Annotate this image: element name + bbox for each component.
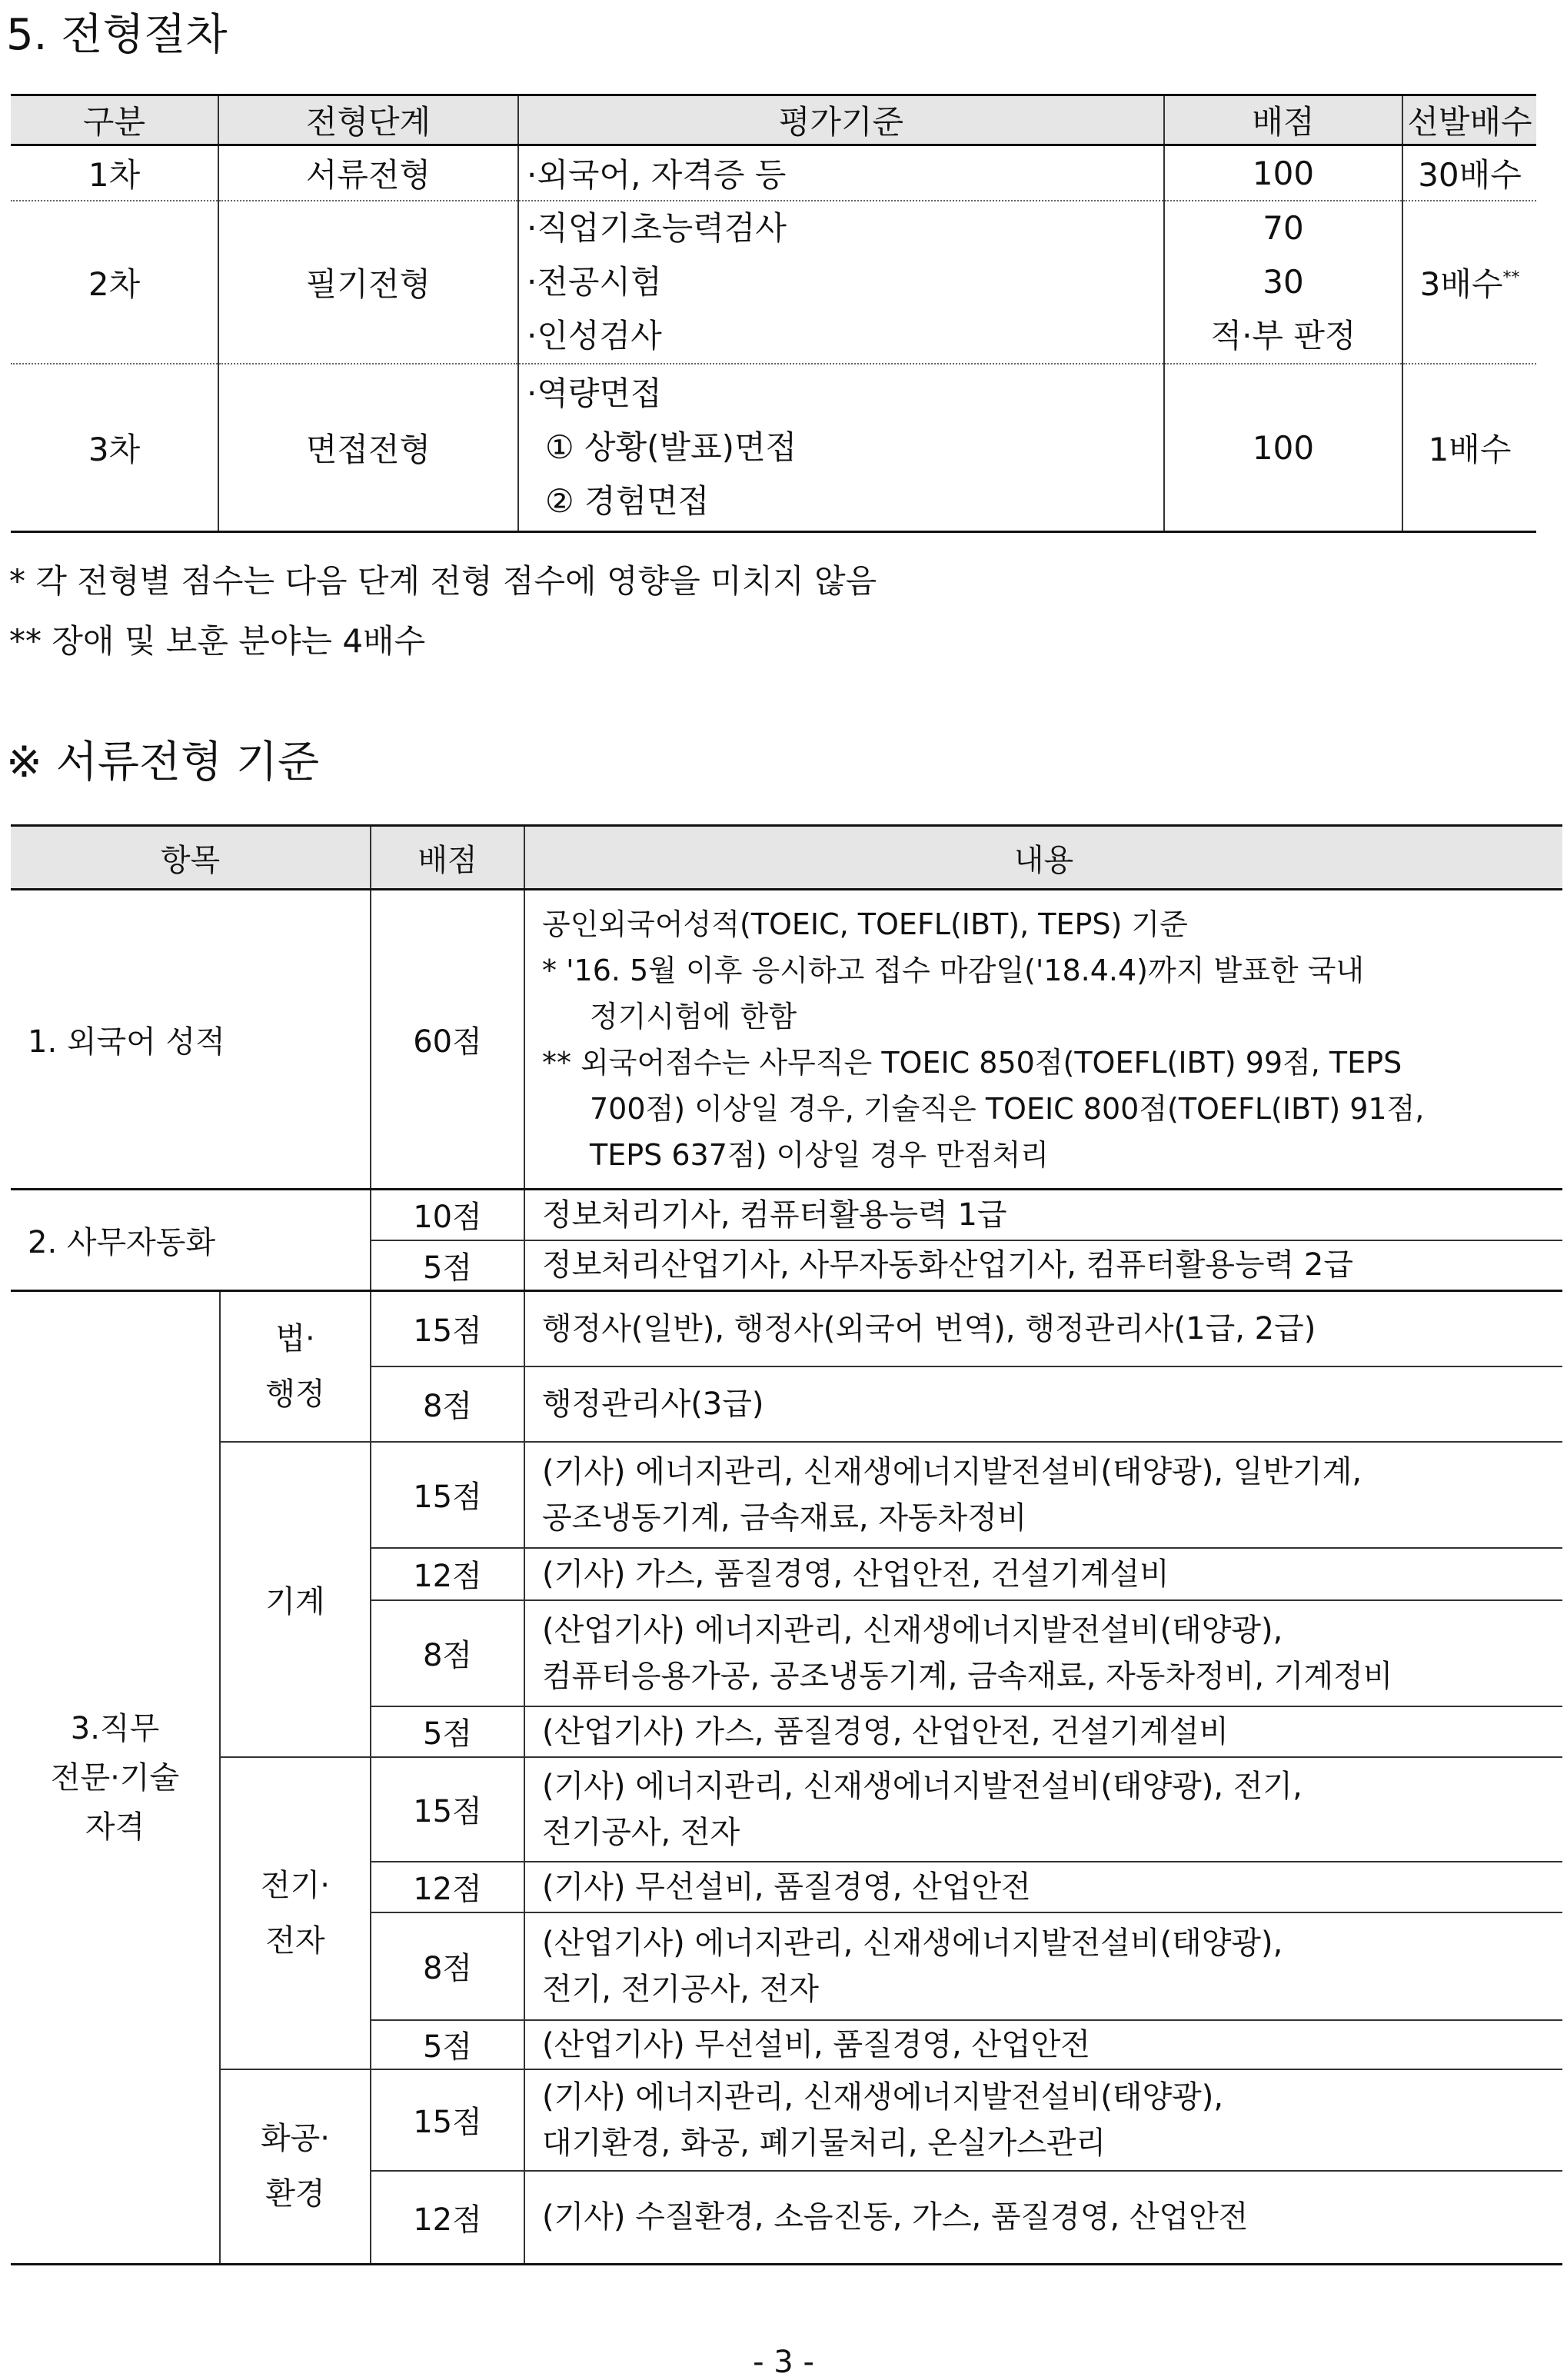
group-line: 화공· [261, 2121, 330, 2157]
group-cell: 기계 [220, 1442, 371, 1757]
score-cell: 8점 [371, 1366, 524, 1442]
screening-header-row [11, 826, 1562, 890]
content-cell: 행정사(일반), 행정사(외국어 번역), 행정관리사(1급, 2급) [524, 1291, 1562, 1366]
content-cell [524, 1442, 1562, 1548]
note-line: ** 장애 및 보훈 분야는 4배수 [9, 622, 426, 660]
stage-cell: 2차 [11, 201, 218, 364]
stage-name-cell: 면접전형 [218, 364, 518, 532]
section-title-procedure: 5. 전형절차 [6, 10, 228, 60]
table-row [11, 201, 1536, 364]
score-line: 70 [1263, 209, 1304, 247]
score-cell: 100 [1164, 145, 1402, 201]
criteria-cell [518, 201, 1164, 364]
score-cell: 8점 [371, 1600, 524, 1706]
content-cell [524, 1600, 1562, 1706]
content-cell: (산업기사) 무선설비, 품질경영, 산업안전 [524, 2020, 1562, 2069]
item-cell: 2. 사무자동화 [11, 1190, 371, 1291]
score-line: 30 [1263, 263, 1304, 301]
group-line: 전기· [261, 1867, 330, 1903]
score-cell: 5점 [371, 1240, 524, 1291]
score-line: 적·부 판정 [1210, 317, 1356, 355]
score-cell: 10점 [371, 1190, 524, 1240]
content-cell [524, 2069, 1562, 2171]
score-cell: 15점 [371, 1757, 524, 1862]
content-line: 대기환경, 화공, 폐기물처리, 온실가스관리 [542, 2125, 1106, 2161]
content-cell [524, 1757, 1562, 1862]
item-line: 3.직무 [70, 1710, 160, 1746]
content-cell [524, 1912, 1562, 2020]
table-row [11, 1291, 1562, 1366]
item-line: 전문·기술 [50, 1759, 180, 1796]
content-line: 공조냉동기계, 금속재료, 자동차정비 [542, 1500, 1027, 1536]
content-line: 공인외국어성적(TOEIC, TOEFL(IBT), TEPS) 기준 [542, 907, 1188, 941]
multiple-cell: 1배수 [1402, 364, 1536, 532]
header-score: 배점 [1164, 95, 1402, 145]
score-cell: 5점 [371, 2020, 524, 2069]
table-row [11, 364, 1536, 532]
content-line: (기사) 에너지관리, 신재생에너지발전설비(태양광), [542, 2079, 1224, 2115]
content-line: (기사) 에너지관리, 신재생에너지발전설비(태양광), 일반기계, [542, 1453, 1362, 1490]
score-cell: 100 [1164, 364, 1402, 532]
table-row [11, 2069, 1562, 2171]
criteria-line: ① 상황(발표)면접 [545, 428, 797, 466]
score-cell: 15점 [371, 2069, 524, 2171]
multiple-cell [1402, 201, 1536, 364]
content-cell: (기사) 무선설비, 품질경영, 산업안전 [524, 1862, 1562, 1912]
content-line: 전기, 전기공사, 전자 [542, 1971, 819, 2007]
score-cell: 8점 [371, 1912, 524, 2020]
header-category: 구분 [11, 95, 218, 145]
score-cell [1164, 201, 1402, 364]
header-content: 내용 [524, 826, 1562, 890]
section-title-document-screening: ※ 서류전형 기준 [6, 737, 320, 787]
criteria-cell: ·외국어, 자격증 등 [518, 145, 1164, 201]
group-line: 행정 [265, 1376, 325, 1412]
group-cell [220, 1757, 371, 2069]
procedure-header-row [11, 95, 1536, 145]
group-line: 전자 [265, 1922, 325, 1959]
header-score: 배점 [371, 826, 524, 890]
group-line: 법· [275, 1320, 315, 1356]
note-line: * 각 전형별 점수는 다음 단계 전형 점수에 영향을 미치지 않음 [9, 562, 877, 600]
content-line: ** 외국어점수는 사무직은 TOEIC 850점(TOEFL(IBT) 99점, TEPS [542, 1045, 1402, 1080]
content-line: 정기시험에 한함 [590, 999, 797, 1034]
criteria-cell [518, 364, 1164, 532]
criteria-line: ·전공시험 [527, 263, 662, 301]
group-cell [220, 1291, 371, 1442]
screening-table [11, 824, 1562, 2265]
score-cell: 15점 [371, 1291, 524, 1366]
criteria-line: ·인성검사 [527, 317, 662, 355]
item-cell [11, 1291, 220, 2265]
score-cell: 12점 [371, 1862, 524, 1912]
content-line: (산업기사) 에너지관리, 신재생에너지발전설비(태양광), [542, 1925, 1283, 1961]
group-line: 환경 [265, 2176, 325, 2212]
item-cell: 1. 외국어 성적 [11, 890, 371, 1190]
content-cell: (산업기사) 가스, 품질경영, 산업안전, 건설기계설비 [524, 1706, 1562, 1757]
header-multiple: 선발배수 [1402, 95, 1536, 145]
table-row [11, 1190, 1562, 1240]
content-cell: (기사) 수질환경, 소음진동, 가스, 품질경영, 산업안전 [524, 2171, 1562, 2265]
score-cell: 12점 [371, 1548, 524, 1600]
table-row [11, 145, 1536, 201]
header-item: 항목 [11, 826, 371, 890]
criteria-line: ② 경험면접 [545, 482, 710, 520]
content-cell [524, 890, 1562, 1190]
criteria-line: ·역량면접 [527, 374, 662, 412]
content-cell: (기사) 가스, 품질경영, 산업안전, 건설기계설비 [524, 1548, 1562, 1600]
stage-cell: 1차 [11, 145, 218, 201]
criteria-line: ·직업기초능력검사 [527, 209, 787, 247]
score-cell: 15점 [371, 1442, 524, 1548]
content-line: * '16. 5월 이후 응시하고 접수 마감일('18.4.4)까지 발표한 국내 [542, 953, 1365, 987]
page-number: - 3 - [753, 2345, 814, 2380]
content-line: (기사) 에너지관리, 신재생에너지발전설비(태양광), 전기, [542, 1768, 1303, 1804]
stage-cell: 3차 [11, 364, 218, 532]
table-row [11, 1757, 1562, 1862]
item-line: 자격 [85, 1809, 145, 1845]
content-line: 전기공사, 전자 [542, 1814, 740, 1850]
procedure-table [11, 94, 1536, 533]
content-line: 700점) 이상일 경우, 기술직은 TOEIC 800점(TOEFL(IBT) 91점, [590, 1091, 1425, 1126]
content-cell: 정보처리기사, 컴퓨터활용능력 1급 [524, 1190, 1562, 1240]
multiple-value: 3배수 [1419, 265, 1503, 303]
table-row [11, 890, 1562, 1190]
content-line: TEPS 637점) 이상일 경우 만점처리 [590, 1137, 1050, 1172]
content-line: 컴퓨터응용가공, 공조냉동기계, 금속재료, 자동차정비, 기계정비 [542, 1658, 1393, 1694]
stage-name-cell: 필기전형 [218, 201, 518, 364]
content-line: (산업기사) 에너지관리, 신재생에너지발전설비(태양광), [542, 1612, 1283, 1648]
header-criteria: 평가기준 [518, 95, 1164, 145]
group-cell [220, 2069, 371, 2265]
score-cell: 5점 [371, 1706, 524, 1757]
content-cell: 정보처리산업기사, 사무자동화산업기사, 컴퓨터활용능력 2급 [524, 1240, 1562, 1291]
footnote-mark: ** [1502, 268, 1520, 288]
stage-name-cell: 서류전형 [218, 145, 518, 201]
table-row [11, 1442, 1562, 1548]
score-cell: 60점 [371, 890, 524, 1190]
header-stage: 전형단계 [218, 95, 518, 145]
multiple-cell: 30배수 [1402, 145, 1536, 201]
content-cell: 행정관리사(3급) [524, 1366, 1562, 1442]
score-cell: 12점 [371, 2171, 524, 2265]
